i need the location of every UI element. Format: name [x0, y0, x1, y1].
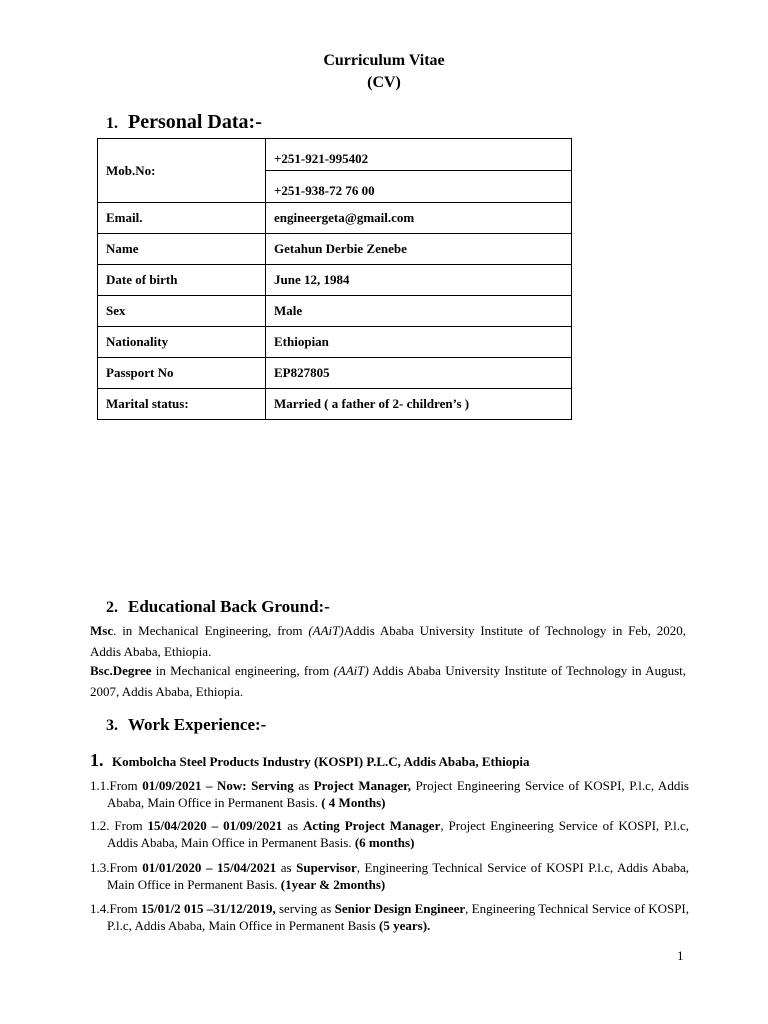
table-row [98, 139, 572, 171]
personal-data-table [97, 138, 572, 420]
entry-prefix: 1.4.From [90, 901, 141, 916]
dob-value: June 12, 1984 [266, 265, 572, 296]
work-entry [90, 900, 689, 934]
entry-description: , Engineering Technical Service of KOSPI P.l.c, Addis Ababa, Main Office in Permanent Basis. [107, 860, 689, 892]
employer-number: 1. [90, 750, 104, 770]
entry-connector: as [276, 860, 297, 875]
education-bsc [90, 660, 686, 702]
entry-description: Project Engineering Service of KOSPI, P.l.c, Addis Ababa, Main Office in Permanent Basis. [107, 778, 689, 810]
section-number: 3. [106, 717, 118, 734]
table-row [98, 265, 572, 296]
section-label: Work Experience:- [128, 715, 267, 734]
mob-value-1: +251-921-995402 [266, 139, 572, 171]
table-row [98, 389, 572, 420]
table-row [98, 296, 572, 327]
entry-description: , Engineering Technical Service of KOSPI, P.l.c, Addis Ababa, Main Office in Permanent Basis [107, 901, 690, 933]
mob-label: Mob.No: [98, 139, 266, 203]
table-row [98, 203, 572, 234]
work-entry [90, 859, 689, 893]
page-number: 1 [677, 948, 684, 963]
entry-description: , Project Engineering Service of KOSPI, P.l.c, Addis Ababa, Main Office in Permanent Basis. [107, 818, 690, 850]
entry-connector: as [293, 778, 314, 793]
degree-msc: Msc [90, 623, 114, 638]
work-entry [90, 817, 689, 851]
row-label: Name [98, 234, 266, 265]
row-label: Passport No [98, 358, 266, 389]
work-entry [90, 777, 689, 811]
row-label: Email. [98, 203, 266, 234]
table-row [98, 327, 572, 358]
entry-role: Supervisor [296, 860, 357, 875]
row-label: Date of birth [98, 265, 266, 296]
entry-dates: 15/04/2020 – 01/09/2021 [147, 818, 283, 833]
table-row [98, 234, 572, 265]
nationality-value: Ethiopian [266, 327, 572, 358]
entry-prefix: 1.1.From [90, 778, 143, 793]
education-text: in Mechanical engineering, from [151, 663, 334, 678]
row-label: Sex [98, 296, 266, 327]
entry-connector: as [282, 818, 303, 833]
institution-abbr: (AAiT) [333, 663, 369, 678]
section-label: Educational Back Ground:- [128, 597, 330, 616]
entry-role: Project Manager, [313, 778, 411, 793]
entry-prefix: 1.3.From [90, 860, 143, 875]
section-label: Personal Data:- [128, 111, 262, 133]
institution-abbr: (AAiT) [308, 623, 344, 638]
name-value: Getahun Derbie Zenebe [266, 234, 572, 265]
education-text: Addis Ababa University Institute of Technology in Feb, 2020, Addis Ababa, Ethiopia. [90, 623, 686, 659]
entry-duration: (6 months) [354, 835, 415, 850]
marital-value: Married ( a father of 2- children’s ) [266, 389, 572, 420]
entry-prefix: 1.2. From [90, 818, 148, 833]
document-subtitle: (CV) [367, 74, 401, 91]
employer-name: Kombolcha Steel Products Industry (KOSPI) P.L.C, Addis Ababa, Ethiopia [112, 754, 530, 769]
entry-dates: 01/01/2020 – 15/04/2021 [142, 860, 277, 875]
education-msc [90, 620, 686, 662]
passport-value: EP827805 [266, 358, 572, 389]
entry-duration: ( 4 Months) [321, 795, 386, 810]
sex-value: Male [266, 296, 572, 327]
education-text: Addis Ababa University Institute of Technology in August, 2007, Addis Ababa, Ethiopia. [90, 663, 686, 699]
section-heading-personal [106, 111, 262, 134]
entry-duration: (5 years). [379, 918, 431, 933]
section-heading-work [106, 715, 266, 735]
entry-duration: (1year & 2months) [280, 877, 386, 892]
employer-heading [90, 750, 530, 771]
document-title: Curriculum Vitae [323, 52, 445, 69]
degree-bsc: Bsc.Degree [90, 663, 152, 678]
section-number: 2. [106, 599, 118, 616]
education-text: . in Mechanical Engineering, from [113, 623, 309, 638]
row-label: Marital status: [98, 389, 266, 420]
entry-role: Senior Design Engineer [334, 901, 466, 916]
email-value: engineergeta@gmail.com [266, 203, 572, 234]
entry-role: Acting Project Manager [302, 818, 441, 833]
row-label: Nationality [98, 327, 266, 358]
table-row [98, 358, 572, 389]
entry-dates: 01/09/2021 – Now: Serving [142, 778, 294, 793]
entry-connector: serving as [275, 901, 335, 916]
section-number: 1. [106, 115, 118, 132]
section-heading-education [106, 597, 330, 617]
mob-value-2: +251-938-72 76 00 [266, 171, 572, 203]
entry-dates: 15/01/2 015 –31/12/2019, [140, 901, 276, 916]
